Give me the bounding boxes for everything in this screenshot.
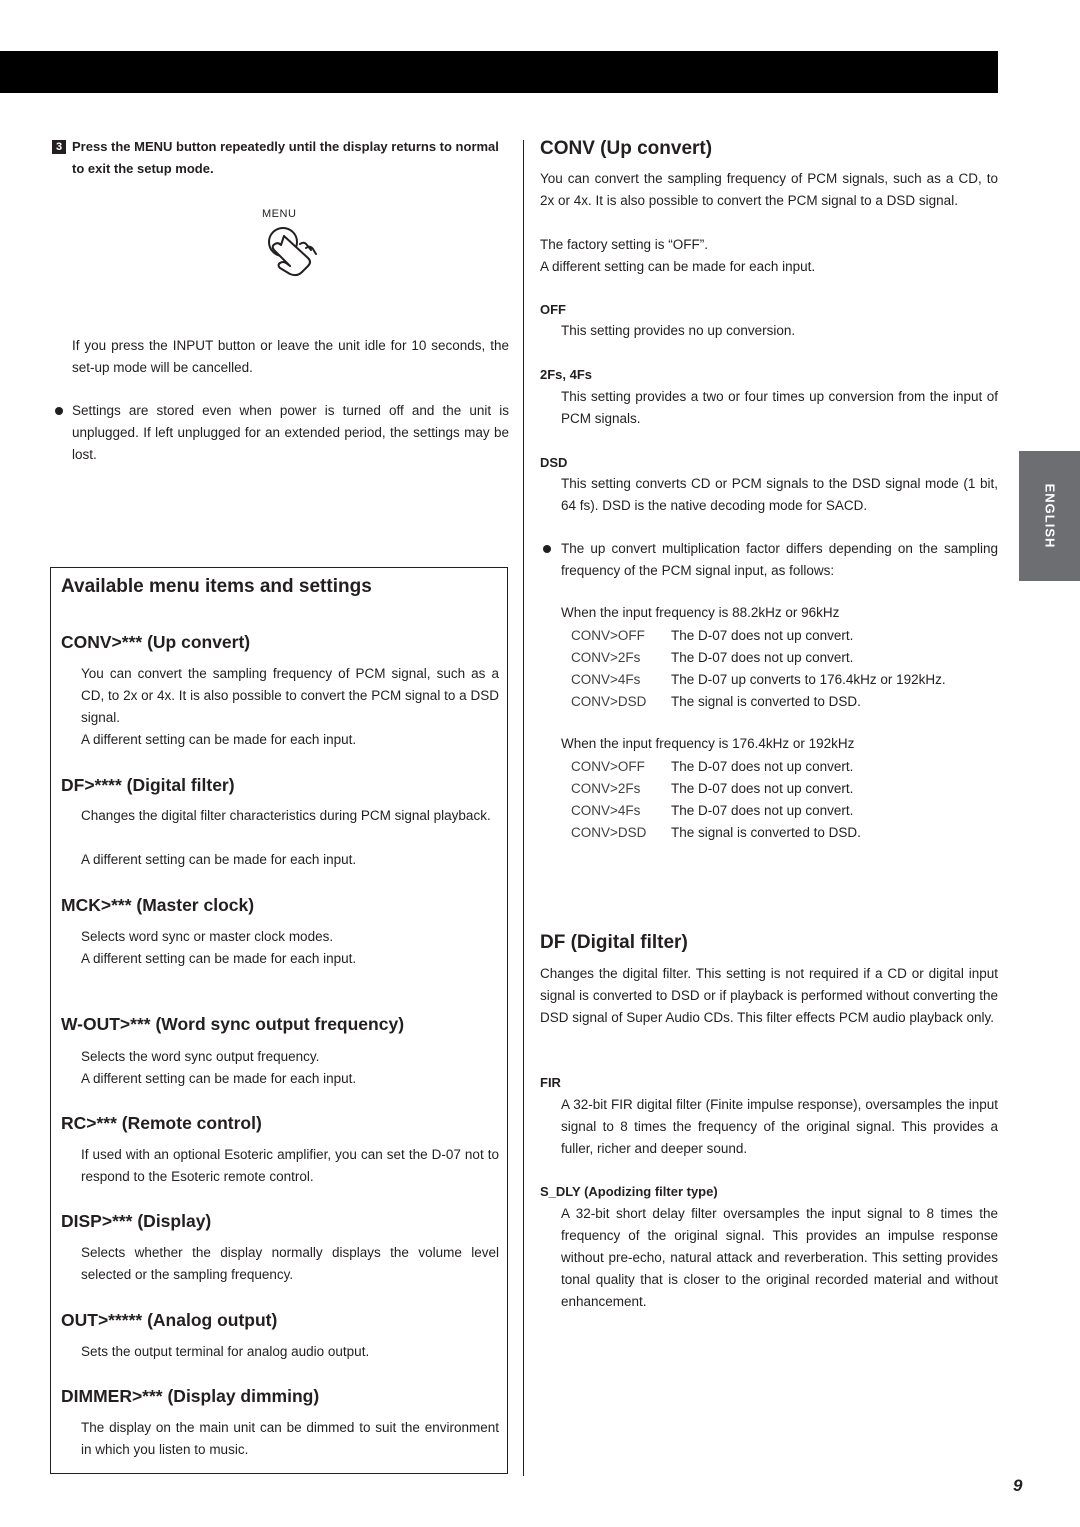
table-row bbox=[571, 756, 861, 778]
table-row bbox=[571, 647, 946, 669]
conv-description: You can convert the sampling frequency of PCM signal, such as a CD, to 2x or 4x. It is also possible to convert the PCM signal to a DSD signal. bbox=[81, 666, 499, 725]
wout-heading: W-OUT>*** (Word sync output frequency) bbox=[61, 1014, 405, 1034]
multiplication-note: The up convert multiplication factor differs depending on the sampling frequency of the PCM signal input, as follows: bbox=[561, 541, 998, 578]
off-text: This setting provides no up conversion. bbox=[561, 323, 796, 338]
header-bar bbox=[0, 51, 998, 93]
table-row bbox=[571, 822, 861, 844]
table-cell: CONV>4Fs bbox=[571, 803, 641, 818]
rc-description: If used with an optional Esoteric amplifier, you can set the D-07 not to respond to the Esoteric remote control. bbox=[81, 1147, 499, 1184]
rc-heading: RC>*** (Remote control) bbox=[61, 1113, 262, 1133]
dsd-heading: DSD bbox=[540, 455, 568, 470]
table-cell: The D-07 up converts to 176.4kHz or 192kHz. bbox=[671, 672, 946, 687]
table-cell: CONV>2Fs bbox=[571, 781, 641, 796]
column-divider bbox=[523, 140, 524, 1476]
conv-heading: CONV>*** (Up convert) bbox=[61, 632, 251, 652]
box-title: Available menu items and settings bbox=[61, 576, 372, 597]
table-cell: CONV>OFF bbox=[571, 759, 645, 774]
mck-description: Selects word sync or master clock modes. bbox=[81, 929, 334, 944]
step-text: Press the MENU button repeatedly until the display returns to normal to exit the setup mode. bbox=[72, 139, 499, 176]
disp-heading: DISP>*** (Display) bbox=[61, 1211, 212, 1231]
table1 bbox=[571, 625, 946, 713]
table2-caption: When the input frequency is 176.4kHz or 192kHz bbox=[561, 736, 855, 751]
table-cell: CONV>OFF bbox=[571, 628, 645, 643]
out-description: Sets the output terminal for analog audio output. bbox=[81, 1344, 370, 1359]
table-cell: The D-07 does not up convert. bbox=[671, 628, 854, 643]
fir-heading: FIR bbox=[540, 1075, 561, 1090]
table-cell: CONV>DSD bbox=[571, 825, 647, 840]
table-cell: The D-07 does not up convert. bbox=[671, 781, 854, 796]
df-title: DF (Digital filter) bbox=[540, 932, 688, 953]
table-cell: CONV>DSD bbox=[571, 694, 647, 709]
mck-heading: MCK>*** (Master clock) bbox=[61, 895, 255, 915]
df-heading: DF>**** (Digital filter) bbox=[61, 775, 235, 795]
table-row bbox=[571, 669, 946, 691]
disp-description: Selects whether the display normally displays the volume level selected or the sampling frequency. bbox=[81, 1245, 499, 1282]
fs-text: This setting provides a two or four times up conversion from the input of PCM signals. bbox=[561, 389, 998, 426]
table-cell: The signal is converted to DSD. bbox=[671, 694, 861, 709]
conv-note: A different setting can be made for each input. bbox=[81, 732, 357, 747]
menu-button-label: MENU bbox=[262, 208, 297, 220]
bullet-icon bbox=[543, 545, 551, 553]
sdly-heading: S_DLY (Apodizing filter type) bbox=[540, 1184, 718, 1199]
conv-intro: You can convert the sampling frequency of PCM signals, such as a CD, to 2x or 4x. It is also possible to convert the PCM signal to a DSD signal. bbox=[540, 171, 998, 208]
table2 bbox=[571, 756, 861, 844]
table-row bbox=[571, 625, 946, 647]
table-cell: The D-07 does not up convert. bbox=[671, 759, 854, 774]
table-cell: CONV>2Fs bbox=[571, 650, 641, 665]
df-description: Changes the digital filter characteristics during PCM signal playback. bbox=[81, 808, 491, 823]
mck-note: A different setting can be made for each input. bbox=[81, 951, 357, 966]
wout-note: A different setting can be made for each input. bbox=[81, 1071, 357, 1086]
conv-title: CONV (Up convert) bbox=[540, 138, 713, 159]
table-cell: The signal is converted to DSD. bbox=[671, 825, 861, 840]
df-intro: Changes the digital filter. This setting is not required if a CD or digital input signal is converted to DSD or if playback is performed without converting the DSD signal of Super Audio CDs. This filter effects PCM audio playback only. bbox=[540, 966, 998, 1025]
table-row bbox=[571, 800, 861, 822]
table-cell: CONV>4Fs bbox=[571, 672, 641, 687]
settings-stored-note: Settings are stored even when power is turned off and the unit is unplugged. If left unplugged for an extended period, the settings may be lost. bbox=[72, 403, 509, 462]
fir-text: A 32-bit FIR digital filter (Finite impulse response), oversamples the input signal to 8 times the frequency of the original signal. This provides a fuller, richer and deeper sound. bbox=[561, 1097, 998, 1156]
language-tab-label: ENGLISH bbox=[1042, 483, 1057, 549]
input-idle-note: If you press the INPUT button or leave the unit idle for 10 seconds, the set-up mode will be cancelled. bbox=[72, 338, 509, 375]
df-note: A different setting can be made for each input. bbox=[81, 852, 357, 867]
step-number: 3 bbox=[52, 140, 66, 154]
page-number: 9 bbox=[1013, 1476, 1023, 1495]
off-heading: OFF bbox=[540, 302, 566, 317]
table-row bbox=[571, 778, 861, 800]
wout-description: Selects the word sync output frequency. bbox=[81, 1049, 320, 1064]
bullet-icon bbox=[55, 407, 63, 415]
hand-press-icon bbox=[262, 222, 334, 283]
dsd-text: This setting converts CD or PCM signals to the DSD signal mode (1 bit, 64 fs). DSD is the native decoding mode for SACD. bbox=[561, 476, 998, 513]
sdly-text: A 32-bit short delay filter oversamples the input signal to 8 times the frequency of the original signal. This provides an impulse response without pre-echo, natural attack and reverberation. This setting provides tonal quality that is closer to the original recorded material and without enhancement. bbox=[561, 1206, 998, 1309]
table1-caption: When the input frequency is 88.2kHz or 96kHz bbox=[561, 605, 840, 620]
table-row bbox=[571, 691, 946, 713]
language-tab bbox=[1019, 451, 1080, 581]
out-heading: OUT>***** (Analog output) bbox=[61, 1310, 278, 1330]
table-cell: The D-07 does not up convert. bbox=[671, 650, 854, 665]
dimmer-heading: DIMMER>*** (Display dimming) bbox=[61, 1386, 320, 1406]
conv-factory-setting: The factory setting is “OFF”. bbox=[540, 237, 709, 252]
conv-each-input: A different setting can be made for each input. bbox=[540, 259, 816, 274]
table-cell: The D-07 does not up convert. bbox=[671, 803, 854, 818]
fs-heading: 2Fs, 4Fs bbox=[540, 367, 593, 382]
dimmer-description: The display on the main unit can be dimmed to suit the environment in which you listen to music. bbox=[81, 1420, 499, 1457]
